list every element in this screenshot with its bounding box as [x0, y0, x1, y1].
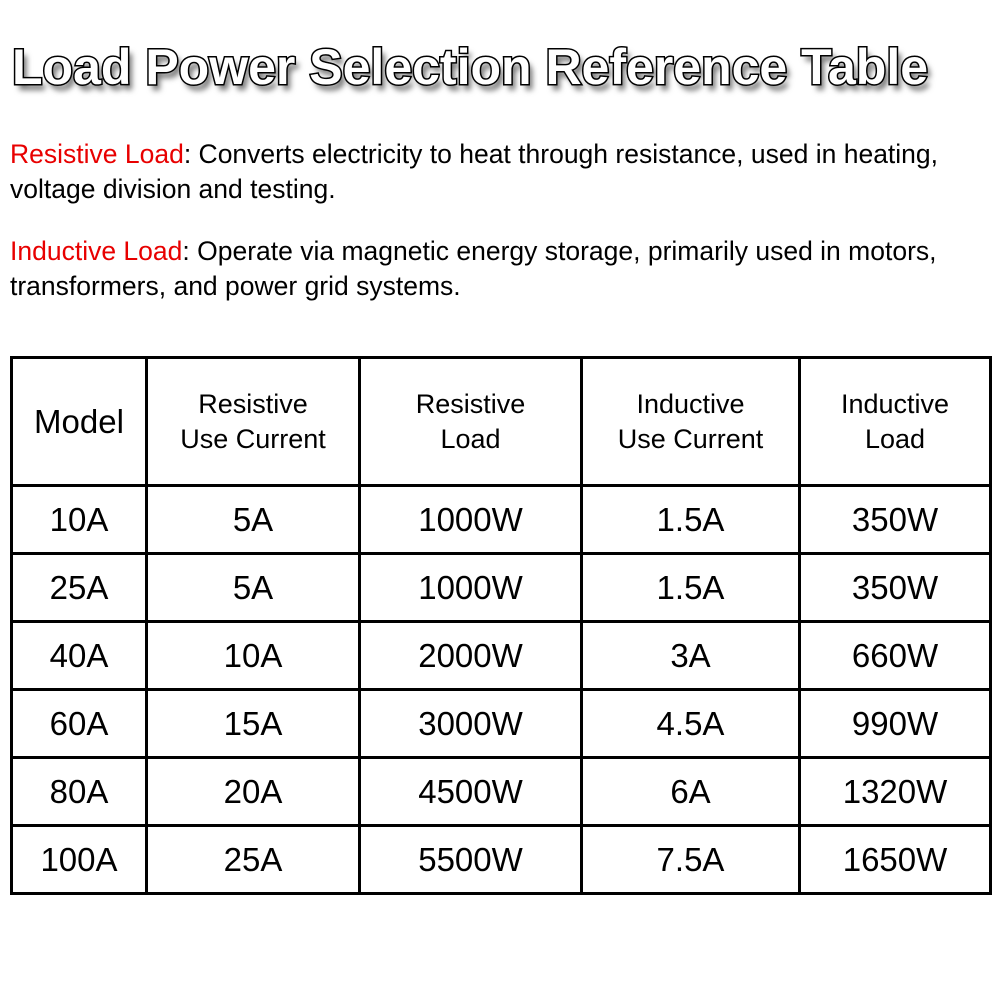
- resistive-load-description: [10, 137, 985, 207]
- cell-resistive-current: 5A: [147, 486, 360, 554]
- cell-inductive-current: 6A: [582, 758, 800, 826]
- cell-resistive-load: 1000W: [360, 554, 582, 622]
- cell-inductive-current: 1.5A: [582, 486, 800, 554]
- cell-resistive-load: 5500W: [360, 826, 582, 894]
- cell-resistive-current: 25A: [147, 826, 360, 894]
- cell-inductive-current: 4.5A: [582, 690, 800, 758]
- cell-model: 10A: [12, 486, 147, 554]
- header-line: Resistive: [198, 388, 308, 419]
- header-line: Use Current: [617, 423, 764, 454]
- cell-inductive-load: 350W: [800, 554, 991, 622]
- cell-inductive-load: 990W: [800, 690, 991, 758]
- cell-resistive-load: 1000W: [360, 486, 582, 554]
- cell-inductive-current: 3A: [582, 622, 800, 690]
- cell-inductive-load: 1320W: [800, 758, 991, 826]
- cell-model: 25A: [12, 554, 147, 622]
- cell-model: 40A: [12, 622, 147, 690]
- cell-inductive-current: 7.5A: [582, 826, 800, 894]
- header-line: Inductive: [840, 388, 950, 419]
- header-resistive-use-current: [147, 358, 360, 486]
- header-inductive-load: [800, 358, 991, 486]
- header-line: Inductive: [636, 388, 745, 419]
- cell-resistive-load: 3000W: [360, 690, 582, 758]
- cell-resistive-load: 4500W: [360, 758, 582, 826]
- cell-inductive-current: 1.5A: [582, 554, 800, 622]
- table-row: [12, 554, 991, 622]
- cell-resistive-current: 5A: [147, 554, 360, 622]
- cell-resistive-current: 20A: [147, 758, 360, 826]
- cell-inductive-load: 1650W: [800, 826, 991, 894]
- cell-inductive-load: 350W: [800, 486, 991, 554]
- load-power-table: [10, 356, 992, 895]
- header-line: Use Current: [180, 423, 326, 454]
- table-row: [12, 690, 991, 758]
- table-row: [12, 622, 991, 690]
- table-header-row: [12, 358, 991, 486]
- inductive-load-description: [10, 234, 985, 304]
- inductive-load-definition: : Operate via magnetic energy storage, primarily used in motors, transformers, and power grid systems.: [10, 236, 937, 301]
- header-resistive-load: [360, 358, 582, 486]
- header-inductive-use-current: [582, 358, 800, 486]
- table-row: [12, 486, 991, 554]
- cell-resistive-current: 15A: [147, 690, 360, 758]
- page-title: Load Power Selection Reference Table: [12, 39, 929, 95]
- cell-inductive-load: 660W: [800, 622, 991, 690]
- cell-resistive-load: 2000W: [360, 622, 582, 690]
- cell-model: 100A: [12, 826, 147, 894]
- table-row: [12, 826, 991, 894]
- cell-resistive-current: 10A: [147, 622, 360, 690]
- header-line: Load: [864, 423, 926, 454]
- resistive-load-term: Resistive Load: [10, 139, 184, 169]
- header-line: Resistive: [415, 388, 526, 419]
- cell-model: 80A: [12, 758, 147, 826]
- table-row: [12, 758, 991, 826]
- header-model: Model: [12, 358, 147, 486]
- cell-model: 60A: [12, 690, 147, 758]
- inductive-load-term: Inductive Load: [10, 236, 183, 266]
- resistive-load-definition: : Converts electricity to heat through resistance, used in heating, voltage division and testing.: [10, 139, 939, 204]
- header-line: Load: [440, 423, 501, 454]
